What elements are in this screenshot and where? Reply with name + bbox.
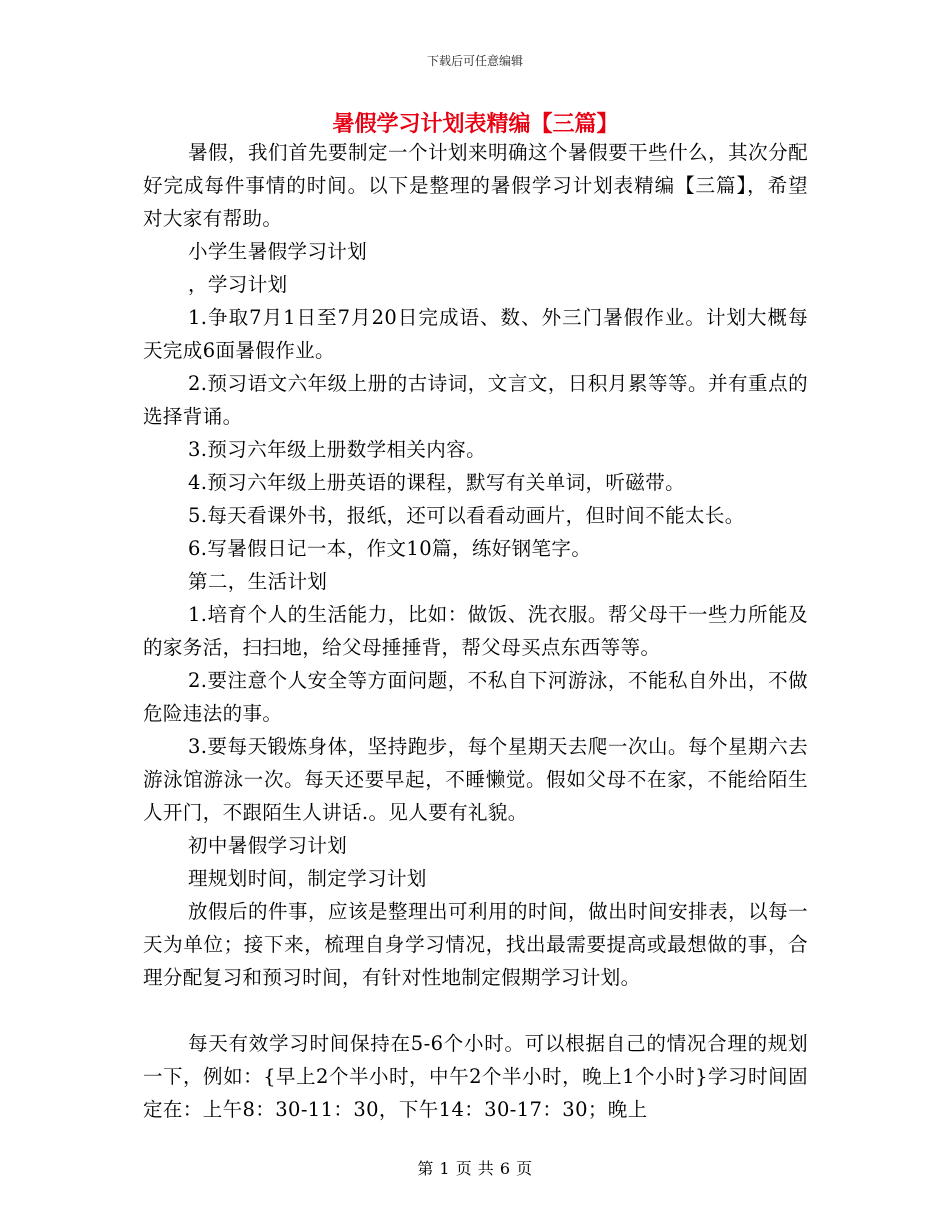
subheading-study-plan: ，学习计划 (188, 273, 288, 296)
section-heading-middle-school: 初中暑假学习计划 (188, 834, 348, 857)
intro-paragraph: 暑假，我们首先要制定一个计划来明确这个暑假要干些什么，其次分配好完成每件事情的时间。以下是整理的暑假学习计划表精编【三篇】，希望对大家有帮助。 (143, 141, 808, 230)
section-heading-primary: 小学生暑假学习计划 (188, 240, 368, 263)
document-body (143, 108, 808, 1126)
life-item-2: 2.要注意个人安全等方面问题，不私自下河游泳，不能私自外出，不做危险违法的事。 (143, 669, 808, 725)
study-item-6: 6.写暑假日记一本，作文10篇，练好钢笔字。 (188, 537, 592, 560)
life-item-3: 3.要每天锻炼身体，坚持跑步，每个星期天去爬一次山。每个星期六去游泳馆游泳一次。每天还要早起，不睡懒觉。假如父母不在家，不能给陌生人开门，不跟陌生人讲话.。见人要有礼貌。 (143, 735, 808, 824)
study-item-3: 3.预习六年级上册数学相关内容。 (188, 438, 487, 461)
study-item-1: 1.争取7月1日至7月20日完成语、数、外三门暑假作业。计划大概每天完成6面暑假作业。 (143, 306, 808, 362)
subheading-time-planning: 理规划时间，制定学习计划 (188, 867, 427, 890)
subheading-life-plan: 第二，生活计划 (188, 570, 328, 593)
paragraph-spacer (143, 994, 808, 1027)
time-planning-paragraph: 放假后的件事，应该是整理出可利用的时间，做出时间安排表，以每一天为单位；接下来，梳理自身学习情况，找出最需要提高或最想做的事，合理分配复习和预习时间，有针对性地制定假期学习计划。 (143, 900, 808, 989)
life-item-1: 1.培育个人的生活能力，比如：做饭、洗衣服。帮父母干一些力所能及的家务活，扫扫地，给父母捶捶背，帮父母买点东西等等。 (143, 603, 808, 659)
study-item-5: 5.每天看课外书，报纸，还可以看看动画片，但时间不能太长。 (188, 504, 745, 527)
daily-study-paragraph: 每天有效学习时间保持在5-6个小时。可以根据自己的情况合理的规划一下，例如：{早上2个半小时，中午2个半小时，晚上1个小时}学习时间固定在：上午8：30-11：30，下午14：30-17：30；晚上 (143, 1032, 808, 1121)
study-item-2: 2.预习语文六年级上册的古诗词，文言文，日积月累等等。并有重点的选择背诵。 (143, 372, 808, 428)
page-header-note: 下载后可任意编辑 (426, 54, 523, 68)
study-item-4: 4.预习六年级上册英语的课程，默写有关单词，听磁带。 (188, 471, 686, 494)
page-number-footer: 第 1 页 共 6 页 (417, 1159, 533, 1178)
document-title: 暑假学习计划表精编【三篇】 (332, 111, 619, 137)
